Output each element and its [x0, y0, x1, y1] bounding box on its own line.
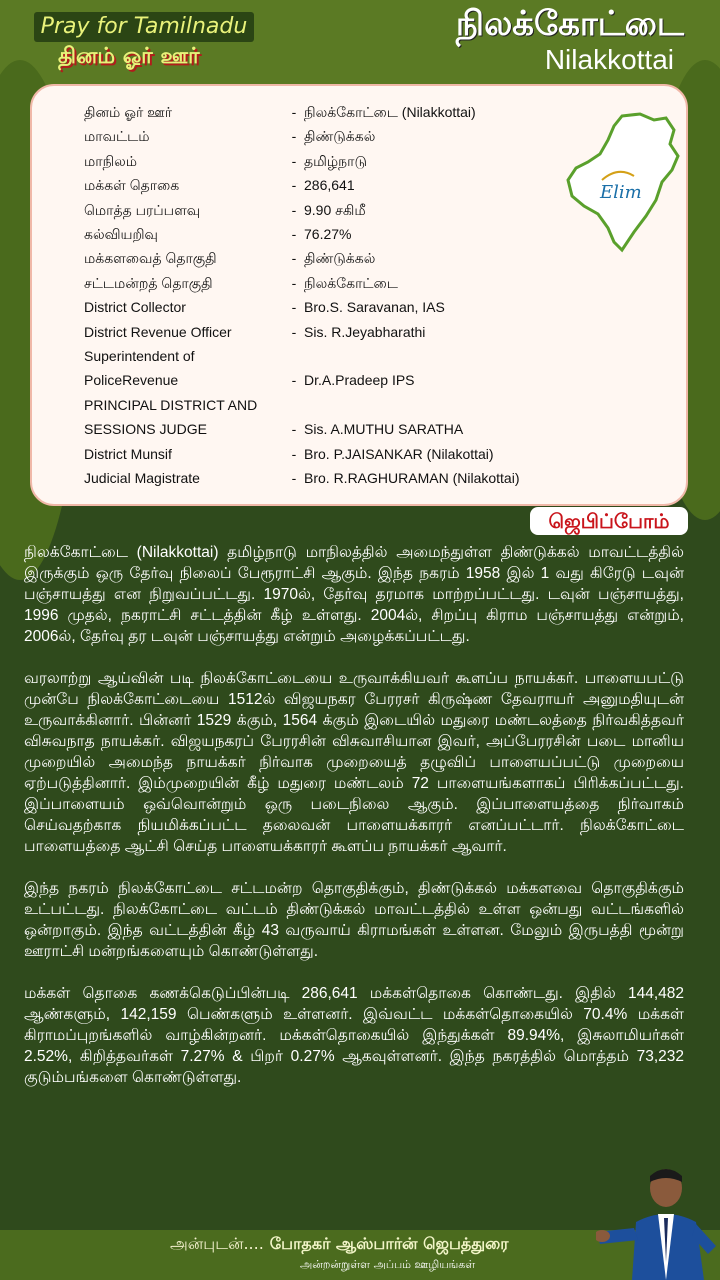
- elim-logo-text: Elim: [600, 182, 642, 203]
- place-title-english: Nilakkottai: [544, 44, 674, 75]
- info-label: மாநிலம்: [84, 152, 138, 169]
- info-row: [84, 222, 519, 246]
- info-value: தமிழ்நாடு: [304, 152, 367, 169]
- info-value: Sis. R.Jeyabharathi: [304, 323, 426, 340]
- info-label: PoliceRevenue: [84, 372, 179, 389]
- info-separator: [284, 344, 304, 368]
- info-label: மொத்த பரப்பளவு: [84, 201, 201, 218]
- info-separator: -: [291, 177, 297, 194]
- info-separator: -: [291, 201, 297, 218]
- info-row: [84, 417, 519, 441]
- info-value: 76.27%: [304, 226, 352, 243]
- info-row: [84, 295, 519, 319]
- info-row: [84, 442, 519, 466]
- info-label: Judicial Magistrate: [84, 470, 200, 487]
- info-separator: -: [291, 323, 297, 340]
- info-label: சட்டமன்றத் தொகுதி: [84, 274, 213, 291]
- info-label: Superintendent of: [84, 348, 195, 365]
- info-label: District Collector: [84, 299, 186, 316]
- info-label: SESSIONS JUDGE: [84, 421, 207, 438]
- info-row: [84, 344, 519, 368]
- info-separator: -: [291, 152, 297, 169]
- footer-ministry-name: அன்றன்றுள்ள அப்பம் ஊழியங்கள்: [300, 1258, 476, 1271]
- info-value: நிலக்கோட்டை (Nilakkottai): [304, 104, 476, 120]
- info-value: நிலக்கோட்டை: [304, 274, 398, 291]
- info-separator: -: [291, 470, 297, 487]
- article-body: [24, 542, 684, 1109]
- info-label: கல்வியறிவு: [84, 226, 158, 243]
- info-value: [304, 344, 519, 368]
- info-row: [84, 271, 519, 295]
- info-row: [84, 173, 519, 197]
- info-value: திண்டுக்கல்: [304, 250, 376, 267]
- info-row: [84, 149, 519, 173]
- paragraph: இந்த நகரம் நிலக்கோட்டை சட்டமன்ற தொகுதிக்கும், திண்டுக்கல் மக்களவை தொகுதிக்கும் உட்பட்டது. நிலக்கோட்டை வட்டம் திண்டுக்கல் மாவட்டத்தில் உள்ள ஒன்பது வட்டங்களில் ஒன்றாகும். இந்த வட்டத்தின் கீழ் 43 வருவாய் கிராமங்கள் உள்ளன. மேலும் இருபத்தி மூன்று ஊராட்சி மன்றங்களையும் கொண்டுள்ளது.: [24, 880, 684, 960]
- info-table: [84, 100, 519, 491]
- info-value: 9.90 சகிமீ: [304, 201, 366, 218]
- info-separator: [284, 393, 304, 417]
- info-separator: -: [291, 445, 297, 462]
- paragraph: நிலக்கோட்டை (Nilakkottai) தமிழ்நாடு மாநிலத்தில் அமைந்துள்ள திண்டுக்கல் மாவட்டத்தில் இருக்கும் ஒரு தேர்வு நிலைப் பேரூராட்சி ஆகும். இந்த நகரம் 1958 இல் 1 வது கிரேடு டவுன் பஞ்சாயத்து என நிறுவப்பட்டது. 1970ல், தேர்வு தரமாக மாற்றப்பட்டது. டவுன் பஞ்சாயத்து, 1996 முதல், நகராட்சி சட்டத்தின் கீழ் உள்ளது. 2004ல், சிறப்பு கிராம பஞ்சாயத்து என்றும், 2006ல், தேர்வு தர டவுன் பஞ்சாயத்து என்றும் அழைக்கப்பட்டது.: [24, 544, 684, 645]
- info-separator: -: [291, 274, 297, 291]
- jebippom-badge: ஜெபிப்போம்: [530, 507, 688, 535]
- paragraph: மக்கள் தொகை கணக்கெடுப்பின்படி 286,641 மக்கள்தொகை கொண்டது. இதில் 144,482 ஆண்களும், 142,159 பெண்களும் உள்ளனர். இவ்வட்ட மக்கள்தொகையில் 70.4% மக்கள் கிராமப்புறங்களில் வாழ்கின்றனர். மக்கள்தொகையில் இந்துக்கள் 89.94%, இசுலாமியர்கள் 2.52%, கிறித்தவர்கள் 7.27% & பிறர் 0.27% ஆகவுள்ளனர். இந்த நகரத்தில் மொத்தம் 73,232 குடும்பங்களை கொண்டுள்ளது.: [24, 985, 684, 1086]
- info-value: 286,641: [304, 177, 355, 194]
- footer-signature: [170, 1234, 509, 1255]
- info-separator: -: [291, 250, 297, 267]
- dinam-oor-label: தினம் ஓர் ஊர்: [58, 44, 200, 69]
- info-value: திண்டுக்கல்: [304, 128, 376, 145]
- info-row: [84, 100, 519, 124]
- info-row: [84, 320, 519, 344]
- info-value: Sis. A.MUTHU SARATHA: [304, 421, 464, 438]
- info-row: [84, 393, 519, 417]
- info-value: Bro. R.RAGHURAMAN (Nilakottai): [304, 470, 520, 487]
- info-separator: -: [291, 372, 297, 389]
- footer-anbudan: அன்புடன்....: [170, 1234, 264, 1253]
- pastor-photo: [596, 1162, 720, 1280]
- info-value: [304, 393, 519, 417]
- info-label: District Revenue Officer: [84, 323, 232, 340]
- place-title-tamil: நிலக்கோட்டை: [455, 4, 684, 44]
- info-value: Bro.S. Saravanan, IAS: [304, 299, 445, 316]
- pray-for-tamilnadu-label: Pray for Tamilnadu: [34, 12, 254, 42]
- paragraph: வரலாற்று ஆய்வின் படி நிலக்கோட்டையை உருவாக்கியவர் கூளப்ப நாயக்கர். பாளையபட்டு முன்பே நிலக்கோட்டையை 1512ல் விஜயநகர பேரரசர் கிருஷ்ண தேவராயர் அனுமதியுடன் உருவாக்கினார். பின்னர் 1529 க்கும், 1564 க்கும் இடையில் மதுரை மண்டலத்தை நிர்வகித்தவர் விசுவநாத நாயக்கர். விஜயநகரப் பேரரசின் விசுவாசியான இவர், அப்பேரரசின் படை மானிய முறையில் அமைந்த நாயக்கர் நிர்வாக முறையைத் தழுவிப் பாளையப்பட்டு முறையை ஏற்படுத்தினார். இம்முறையின் கீழ் மதுரை மண்டலம் 72 பாளையங்களாகப் பிரிக்கப்பட்டது. இப்பாளையம் ஒவ்வொன்றும் ஒரு படைநிலை ஆகும். இப்பாளையத்தை நிர்வாகம் செய்வதற்காக நியமிக்கப்பட்ட தலைவன் பாளையக்காரர் எனப்பட்டார். நிலக்கோட்டை பாளையத்தை ஆட்சி செய்த பாளையக்காரர் கூளப்ப நாயக்கர் ஆவார்.: [24, 670, 684, 855]
- info-separator: -: [291, 104, 297, 120]
- info-row: [84, 368, 519, 392]
- info-separator: -: [291, 299, 297, 316]
- info-row: [84, 246, 519, 270]
- info-separator: -: [291, 226, 297, 243]
- info-row: [84, 198, 519, 222]
- footer-pastor-name: போதகர் ஆஸ்பார்ன் ஜெபத்துரை: [269, 1234, 509, 1253]
- info-row: [84, 124, 519, 148]
- info-separator: -: [291, 128, 297, 145]
- info-value: Bro. P.JAISANKAR (Nilakottai): [304, 445, 494, 462]
- tamilnadu-map-icon: [562, 110, 682, 260]
- info-label: District Munsif: [84, 445, 172, 462]
- info-row: [84, 466, 519, 490]
- info-label: தினம் ஓர் ஊர்: [84, 104, 173, 120]
- info-label: PRINCIPAL DISTRICT AND: [84, 396, 258, 413]
- info-card: [30, 84, 688, 506]
- info-value: Dr.A.Pradeep IPS: [304, 372, 415, 389]
- info-label: மாவட்டம்: [84, 128, 150, 145]
- info-separator: -: [291, 421, 297, 438]
- info-label: மக்கள் தொகை: [84, 177, 180, 194]
- info-label: மக்களவைத் தொகுதி: [84, 250, 217, 267]
